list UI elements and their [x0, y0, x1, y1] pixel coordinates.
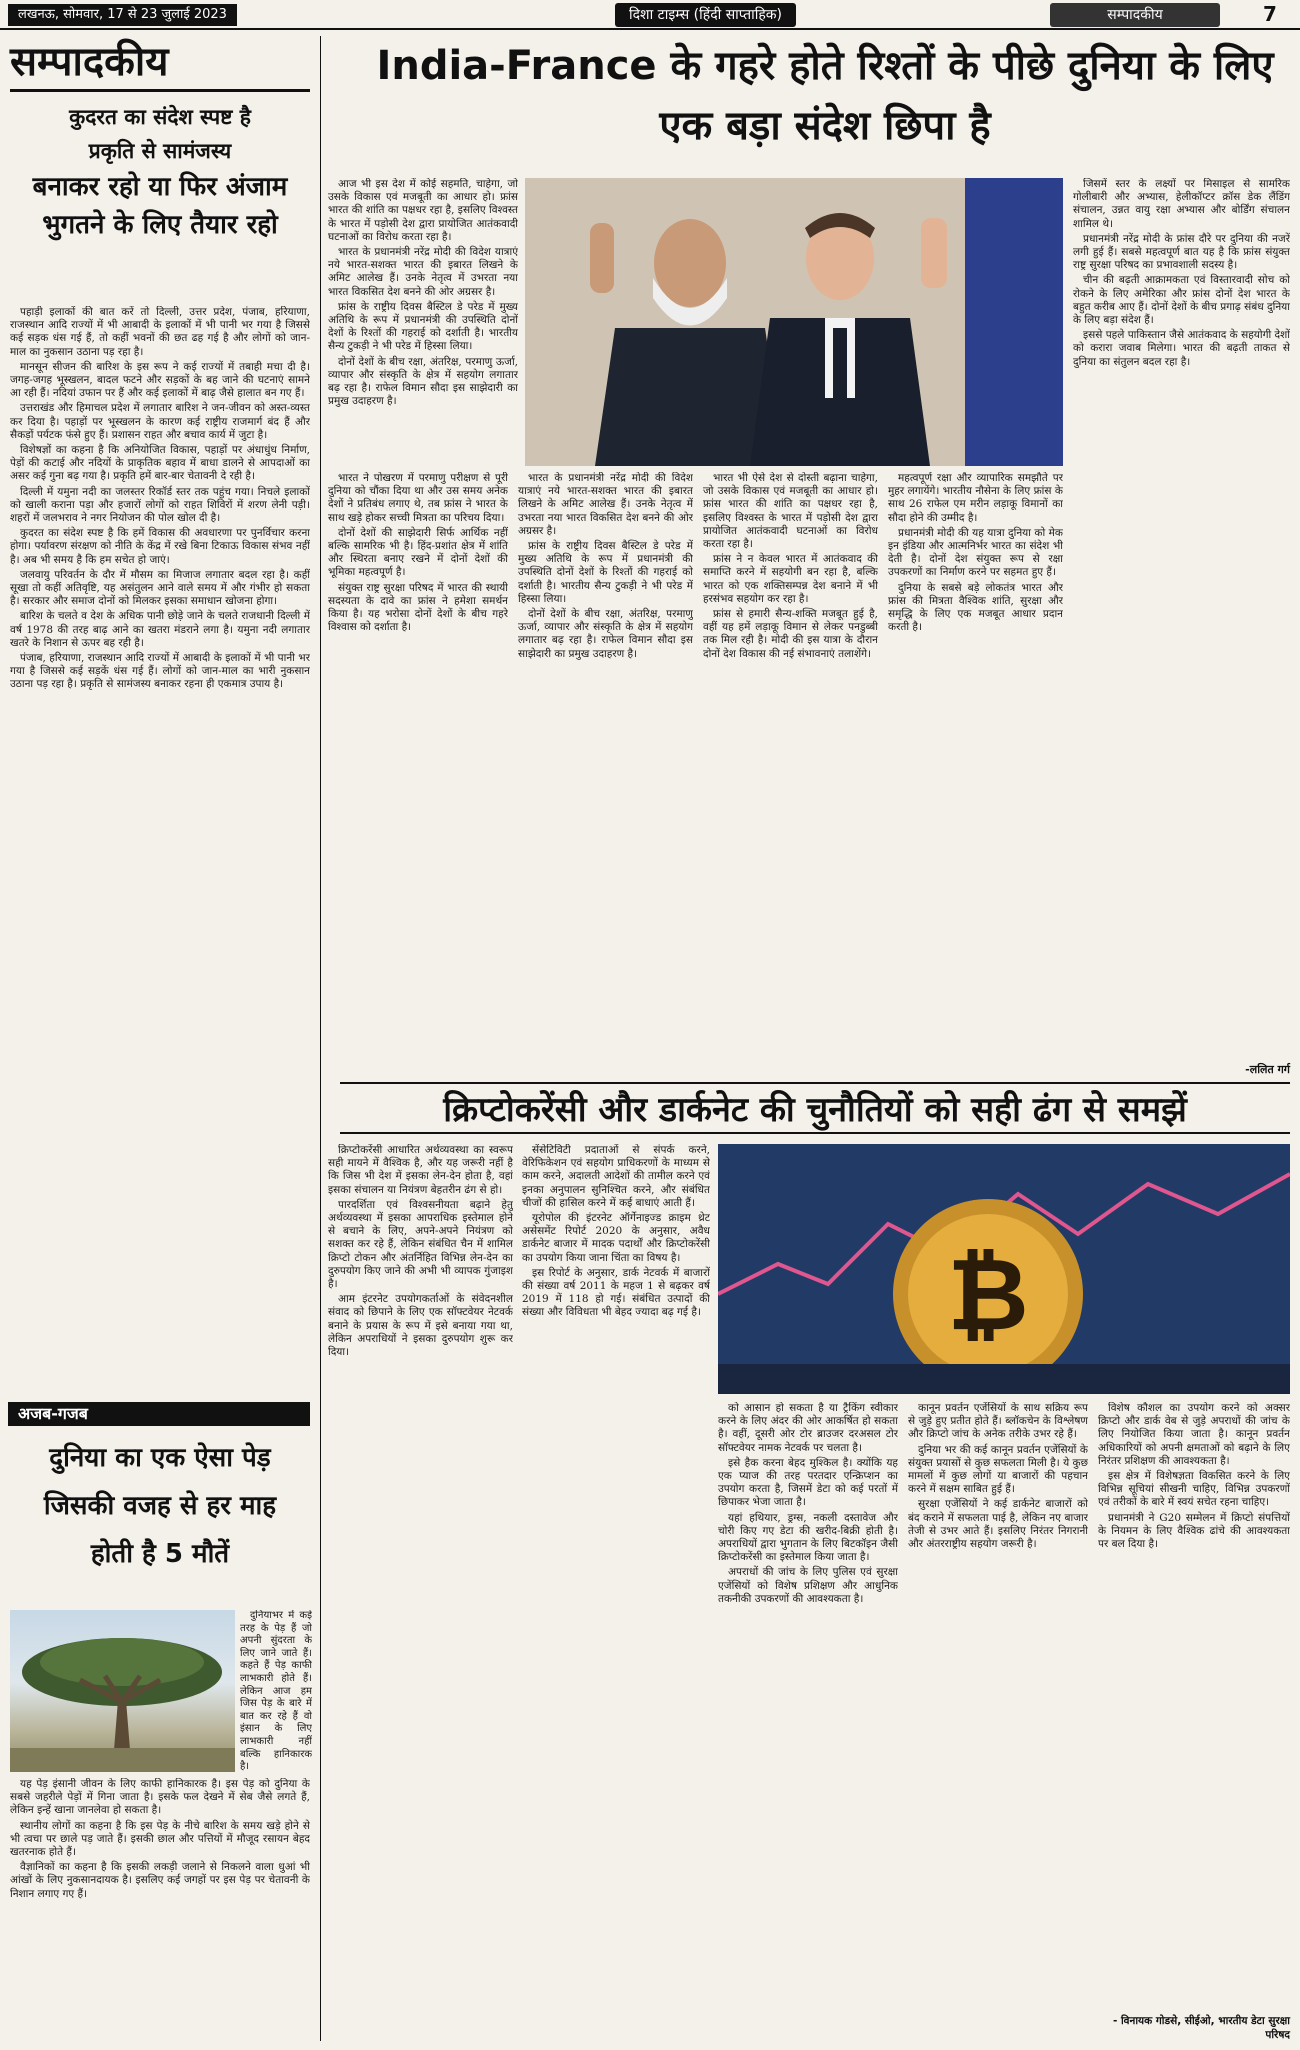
paragraph: दिल्ली में यमुना नदी का जलस्तर रिकॉर्ड स्तर तक पहुंच गया। निचले इलाकों को खाली कराना पड़ा और हजारों लोगों को राहत शिविरों में शरण लेनी पड़ी। शहरों में जलभराव ने नगर नियोजन की पोल खोल दी है।: [10, 485, 310, 525]
paragraph: इस रिपोर्ट के अनुसार, डार्क नेटवर्क में बाजारों की संख्या वर्ष 2011 के महज 1 से बढ़कर वर्ष 2019 में 118 हो गई। संबंधित उत्पादों की संख्या और विविधता भी बेहद ज्यादा बढ़ गई है।: [522, 1266, 710, 1319]
tree-headline-line: होती है 5 मौतें: [90, 1539, 230, 1569]
paragraph: इससे पहले पाकिस्तान जैसे आतंकवाद के सहयोगी देशों को करारा जवाब मिलेगा। भारत की बढ़ती ताकत से दुनिया का संतुलन बदल रहा है।: [1073, 329, 1290, 368]
india-france-col-4: [888, 472, 1063, 1062]
paragraph: अपराधों की जांच के लिए पुलिस एवं सुरक्षा एजेंसियों को विशेष प्रशिक्षण और आधुनिक तकनीकी उपकरणों की आवश्यकता है।: [718, 1566, 898, 1605]
paragraph: भारत के प्रधानमंत्री नरेंद्र मोदी की विदेश यात्राएं नये भारत-सशक्त भारत की इबारत लिखने के अमिट आलेख हैं। उनके नेतृत्व में उभरता नया भारत विकसित देश बनने की ओर अग्रसर है।: [328, 246, 518, 298]
tree-photo: [10, 1610, 235, 1772]
crypto-headline: क्रिप्टोकरेंसी और डार्कनेट की चुनौतियों को सही ढंग से समझें: [340, 1082, 1290, 1134]
editorial-headline-line: प्रकृति से सामंजस्य: [88, 139, 232, 163]
paragraph: कानून प्रवर्तन एजेंसियों के साथ सक्रिय रूप से जुड़े हुए प्रतीत होते हैं। ब्लॉकचेन के विश्लेषण और क्रिप्टो जांच के अनेक तरीके उभर रहे हैं।: [908, 1402, 1088, 1441]
crypto-col-2: [522, 1144, 710, 2042]
paragraph: फ्रांस ने न केवल भारत में आतंकवाद की समाप्ति करने में सहयोगी बन रहा है, बल्कि भारत को एक शक्तिसम्पन्न देश बनाने में भी हरसंभव सहयोग कर रहा है।: [703, 553, 878, 605]
paragraph: प्रधानमंत्री नरेंद्र मोदी के फ्रांस दौरे पर दुनिया की नजरें लगी हुई हैं। सबसे महत्वपूर्ण बात यह है कि फ्रांस संयुक्त राष्ट्र सुरक्षा परिषद का प्रभावशाली सदस्य है।: [1073, 232, 1290, 272]
paragraph: यहां हथियार, ड्रग्स, नकली दस्तावेज और चोरी किए गए डेटा की खरीद-बिक्री होती है। अपराधियों द्वारा भुगतान के लिए बिटकॉइन जैसी क्रिप्टोकरेंसी का इस्तेमाल किया जाता है।: [718, 1511, 898, 1564]
svg-text:₿: ₿: [947, 1236, 1029, 1353]
dateline: लखनऊ, सोमवार, 17 से 23 जुलाई 2023: [8, 4, 237, 26]
paragraph: पारदर्शिता एवं विश्वसनीयता बढ़ाने हेतु अर्थव्यवस्था में इसका आपराधिक इस्तेमाल होने से बचाने के लिए, अपने-अपने नियंत्रण को सशक्त कर रहे हैं, लेकिन संबंधित चैन में शामिल क्रिप्टो टोकन और अंतर्निहित विभिन्न लेन-देन का दुरुपयोग किए जाने की अभी भी व्यापक गुंजाइश है।: [328, 1198, 513, 1291]
paragraph: प्रधानमंत्री मोदी की यह यात्रा दुनिया को मेक इन इंडिया और आत्मनिर्भर भारत का संदेश भी देती है। दोनों देश संयुक्त रूप से रक्षा उपकरणों का निर्माण करने पर सहमत हुए हैं।: [888, 526, 1063, 579]
paragraph: संयुक्त राष्ट्र सुरक्षा परिषद में भारत की स्थायी सदस्यता के दावे का फ्रांस ने हमेशा समर्थन किया है। यह भरोसा दोनों देशों के बीच गहरे विश्वास को दर्शाता है।: [328, 581, 508, 634]
paragraph: दुनियाभर में कई तरह के पेड़ हैं जो अपनी सुंदरता के लिए जाने जाते हैं। कहते हैं पेड़ काफी लाभकारी होते हैं। लेकिन आज हम जिस पेड़ के बारे में बात कर रहे हैं वो इंसान के लिए लाभकारी नहीं बल्कि हानिकारक है।: [240, 1610, 312, 1772]
section-tag: सम्पादकीय: [1050, 3, 1220, 27]
india-france-col-3a: [518, 472, 693, 1062]
paragraph: दुनिया के सबसे बड़े लोकतंत्र भारत और फ्रांस की मित्रता वैश्विक शांति, सुरक्षा और समृद्धि के लिए एक मजबूत आधार प्रदान करती है।: [888, 581, 1063, 634]
paragraph: स्थानीय लोगों का कहना है कि इस पेड़ के नीचे बारिश के समय खड़े होने से भी त्वचा पर छाले पड़ जाते हैं। इसकी छाल और पत्तियों में मौजूद रसायन बेहद खतरनाक होते हैं।: [10, 1819, 310, 1859]
editorial-section-title: सम्पादकीय: [10, 36, 310, 92]
tree-headline: [10, 1434, 310, 1604]
crypto-author: - विनायक गोडसे, सीईओ, भारतीय डेटा सुरक्षा परिषद: [1112, 2015, 1290, 2041]
paragraph: उत्तराखंड और हिमाचल प्रदेश में लगातार बारिश ने जन-जीवन को अस्त-व्यस्त कर दिया है। पहाड़ों पर भूस्खलन के कारण कई राष्ट्रीय राजमार्ग बंद हैं और सैकड़ों पर्यटक फंसे हुए हैं। प्रशासन राहत और बचाव कार्य में जुटा है।: [10, 402, 310, 441]
paragraph: पहाड़ी इलाकों की बात करें तो दिल्ली, उत्तर प्रदेश, पंजाब, हरियाणा, राजस्थान आदि राज्यों में भी आबादी के इलाकों में भी पानी भर गया है जिससे कई सड़क धंस गई हैं, तो कहीं भवनों की छत ढह गई है और लोगों को जान-माल का नुकसान उठाना पड़ रहा है।: [10, 306, 310, 358]
dragon-tree-illustration: [10, 1610, 235, 1772]
page-number: 7: [1263, 2, 1277, 26]
paragraph: प्रधानमंत्री ने G20 सम्मेलन में क्रिप्टो संपत्तियों के नियमन के लिए वैश्विक ढांचे की आवश्यकता पर बल दिया है।: [1098, 1511, 1290, 1551]
tree-body: [10, 1778, 310, 2043]
paragraph: चीन की बढ़ती आक्रामकता एवं विस्तारवादी सोच को रोकने के लिए अमेरिका और फ्रांस दोनों देश भारत के बहुत करीब आए हैं। दोनों देशों के बीच प्रगाढ़ संबंध दुनिया के लिए बड़ा संदेश हैं।: [1073, 274, 1290, 327]
india-france-col-1: [328, 178, 518, 466]
crypto-col-3: [718, 1402, 898, 2042]
editorial-headline: [10, 100, 310, 300]
paragraph: फ्रांस के राष्ट्रीय दिवस बैस्टिल डे परेड में मुख्य अतिथि के रूप में प्रधानमंत्री की उपस्थिति दोनों देशों के रिश्तों की गहराई को दर्शाती है। भारतीय सैन्य टुकड़ी ने भी परेड में हिस्सा लिया।: [518, 540, 693, 605]
modi-macron-photo: [525, 178, 1063, 466]
tree-headline-line: दुनिया का एक ऐसा पेड़: [49, 1443, 271, 1473]
masthead-bar: [0, 0, 1300, 30]
paragraph: भारत के प्रधानमंत्री नरेंद्र मोदी की विदेश यात्राएं नये भारत-सशक्त भारत की इबारत लिखने के अमिट आलेख हैं। उनके नेतृत्व में उभरता नया भारत विकसित देश बनने की ओर अग्रसर है।: [518, 472, 693, 537]
column-rule: [320, 36, 321, 2041]
paragraph: भारत भी ऐसे देश से दोस्ती बढ़ाना चाहेगा, जो उसके विकास एवं मजबूती का आधार हो। फ्रांस भारत की शांति का पक्षधर रहा है, इसलिए विश्वस्त के भारत में पड़ोसी देश द्वारा प्रायोजित आतंकवादी घटनाओं का विरोध करता रहा है।: [703, 472, 878, 551]
editorial-headline-line: बनाकर रहो या फिर अंजाम: [32, 172, 288, 202]
paragraph: बारिश के चलते व देश के अधिक पानी छोड़े जाने के चलते राजधानी दिल्ली में वर्ष 1978 की तरह बाढ़ आने का खतरा मंडराने लगा है। यमुना नदी लगातार खतरे के निशान से ऊपर बह रही है।: [10, 610, 310, 649]
tree-body-side: [240, 1610, 312, 1772]
paragraph: दोनों देशों की साझेदारी सिर्फ आर्थिक नहीं बल्कि सामरिक भी है। हिंद-प्रशांत क्षेत्र में शांति और स्थिरता बनाए रखने में दोनों देशों की भूमिका महत्वपूर्ण है।: [328, 526, 508, 579]
tree-headline-line: जिसकी वजह से हर माह: [43, 1491, 277, 1521]
bitcoin-photo: [718, 1144, 1290, 1394]
paragraph: फ्रांस से हमारी सैन्य-शक्ति मजबूत हुई है, वहीं यह हमें लड़ाकू विमान से लेकर पनडुब्बी तक मिल रही है। मोदी की इस यात्रा के दौरान दोनों देश विकास की नई संभावनाएं तलाशेंगे।: [703, 608, 878, 660]
paragraph: कुदरत का संदेश स्पष्ट है कि हमें विकास की अवधारणा पर पुनर्विचार करना होगा। पर्यावरण संरक्षण को नीति के केंद्र में रखे बिना टिकाऊ विकास संभव नहीं है। अब भी समय है कि हम सचेत हो जाएं।: [10, 527, 310, 566]
crypto-col-4: [908, 1402, 1088, 2042]
paragraph: यह पेड़ इंसानी जीवन के लिए काफी हानिकारक है। इस पेड़ को दुनिया के सबसे जहरीले पेड़ों में गिना जाता है। इसके फल देखने में सेब जैसे लगते हैं, लेकिन इन्हें खाना जानलेवा हो सकता है।: [10, 1778, 310, 1817]
india-france-col-2: [328, 472, 508, 1062]
paragraph: फ्रांस के राष्ट्रीय दिवस बैस्टिल डे परेड में मुख्य अतिथि के रूप में प्रधानमंत्री की उपस्थिति दोनों देशों के रिश्तों की गहराई को दर्शाती है। भारतीय सैन्य टुकड़ी ने भी परेड में हिस्सा लिया।: [328, 300, 518, 353]
paragraph: मानसून सीजन की बारिश के इस रूप ने कई राज्यों में तबाही मचा दी है। जगह-जगह भूस्खलन, बादल फटने और सड़कों के बह जाने की घटनाएं सामने आ रही हैं। नदियां उफान पर हैं और कई इलाकों में बाढ़ जैसे हालात बन गए हैं।: [10, 360, 310, 400]
paragraph: विशेषज्ञों का कहना है कि अनियोजित विकास, पहाड़ों पर अंधाधुंध निर्माण, पेड़ों की कटाई और नदियों के प्राकृतिक बहाव में बाधा डालने से आपदाओं का असर कई गुना बढ़ गया है। प्रकृति हमें बार-बार चेतावनी दे रही है।: [10, 444, 310, 483]
editorial-headline-line: भुगतने के लिए तैयार रहो: [42, 210, 278, 240]
crypto-col-5: [1098, 1402, 1290, 2012]
paragraph: सेंसेटिविटी प्रदाताओं से संपर्क करने, वेरिफिकेशन एवं सहयोग प्राधिकरणों के माध्यम से काम करने, अदालती आदेशों की तामील करने एवं इनका अनुपालन सुनिश्चित करने, और संबंधित चीजों की हासिल करने में कई बाधाएं आती हैं।: [522, 1144, 710, 1209]
paragraph: यूरोपोल की इंटरनेट ऑर्गेनाइज्ड क्राइम थ्रेट असेसमेंट रिपोर्ट 2020 के अनुसार, अवैध डार्कनेट बाजार में मादक पदार्थों और क्रिप्टोकरेंसी का उपयोग किया जाना चिंता का विषय है।: [522, 1212, 710, 1264]
paragraph: दुनिया भर की कई कानून प्रवर्तन एजेंसियों के संयुक्त प्रयासों से कुछ सफलता मिली है। ये कुछ मामलों में कुछ लोगों या बाजारों की पहचान करने में सक्षम साबित हुई हैं।: [908, 1443, 1088, 1496]
paragraph: पंजाब, हरियाणा, राजस्थान आदि राज्यों में आबादी के इलाकों में भी पानी भर गया है जिससे कई सड़कें धंस गई हैं। लोगों को जान-माल का भारी नुकसान उठाना पड़ रहा है। प्रकृति से सामंजस्य बनाकर रहना ही एकमात्र उपाय है।: [10, 652, 310, 691]
bitcoin-illustration: [718, 1144, 1290, 1394]
paragraph: आज भी इस देश में कोई सहमति, चाहेगा, जो उसके विकास एवं मजबूती का आधार हो। फ्रांस भारत की शांति का पक्षधर रहा है, इसलिए विश्वस्त के भारत में पड़ोसी देश द्वारा प्रायोजित आतंकवादी घटनाओं का विरोध करता रहा है।: [328, 178, 518, 243]
paragraph: आम इंटरनेट उपयोगकर्ताओं के संवेदनशील संवाद को छिपाने के लिए एक सॉफ्टवेयर नेटवर्क बनाने के प्रयास के रूप में इसे बनाया गया था, लेकिन अपराधियों ने इसका दुरुपयोग शुरू कर दिया।: [328, 1293, 513, 1359]
india-france-col-5: [1073, 178, 1290, 1058]
india-france-col-3: [703, 472, 878, 1062]
paragraph: महत्वपूर्ण रक्षा और व्यापारिक समझौते पर मुहर लगायेंगे। भारतीय नौसेना के लिए फ्रांस के साथ 26 राफेल एम मरीन लड़ाकू विमानों का सौदा होने की उम्मीद है।: [888, 472, 1063, 524]
paragraph: जिसमें स्तर के लक्ष्यों पर मिसाइल से सामरिक गोलीबारी और अभ्यास, हेलीकॉप्टर क्रॉस डेक लैंडिंग संचालन, उन्नत वायु रक्षा अभ्यास और बोर्डिंग संचालन शामिल थे।: [1073, 178, 1290, 230]
ajab-gajab-label: अजब-गजब: [8, 1402, 310, 1426]
india-france-headline: India-France के गहरे होते रिश्तों के पीछे दुनिया के लिए एक बड़ा संदेश छिपा है: [376, 43, 1274, 149]
paragraph: भारत ने पोखरण में परमाणु परीक्षण से पूरी दुनिया को चौंका दिया था और उस समय अनेक देशों ने प्रतिबंध लगाए थे, तब फ्रांस ने भारत के साथ खड़े होकर सच्ची मित्रता का परिचय दिया।: [328, 472, 508, 524]
newspaper-name: दिशा टाइम्स (हिंदी साप्ताहिक): [615, 3, 796, 27]
paragraph: इसे हैक करना बेहद मुश्किल है। क्योंकि यह एक प्याज की तरह परतदार एन्क्रिप्शन का उपयोग करता है, जिसमें डेटा को कई परतों में छिपाकर भेजा जाता है।: [718, 1456, 898, 1509]
paragraph: सुरक्षा एजेंसियों ने कई डार्कनेट बाजारों को बंद कराने में सफलता पाई है, लेकिन नए बाजार तेजी से उभर आते हैं। इसलिए निरंतर निगरानी और अंतरराष्ट्रीय सहयोग जरूरी है।: [908, 1498, 1088, 1551]
india-france-author: -ललित गर्ग: [1245, 1063, 1290, 1076]
paragraph: क्रिप्टोकरेंसी आधारित अर्थव्यवस्था का स्वरूप सही मायने में वैश्विक है, और यह जरूरी नहीं है कि जिस भी देश में इसका लेन-देन होता है, वहां इसका संचालन या नियंत्रण बेहतरीन ढंग से हो।: [328, 1144, 513, 1196]
paragraph: जलवायु परिवर्तन के दौर में मौसम का मिजाज लगातार बदल रहा है। कहीं सूखा तो कहीं अतिवृष्टि, यह असंतुलन आने वाले समय में और गंभीर हो सकता है। सरकार और समाज दोनों को मिलकर इसका समाधान खोजना होगा।: [10, 568, 310, 608]
paragraph: दोनों देशों के बीच रक्षा, अंतरिक्ष, परमाणु ऊर्जा, व्यापार और संस्कृति के क्षेत्र में सहयोग लगातार बढ़ रहा है। राफेल विमान सौदा इस साझेदारी का प्रमुख उदाहरण है।: [328, 355, 518, 408]
paragraph: विशेष कौशल का उपयोग करने को अक्सर क्रिप्टो और डार्क वेब से जुड़े अपराधों की जांच के लिए नियोजित किया जाता है। कानून प्रवर्तन अधिकारियों को अपनी क्षमताओं को बढ़ाने के लिए निरंतर प्रशिक्षण की आवश्यकता है।: [1098, 1402, 1290, 1467]
paragraph: दोनों देशों के बीच रक्षा, अंतरिक्ष, परमाणु ऊर्जा, व्यापार और संस्कृति के क्षेत्र में सहयोग लगातार बढ़ रहा है। राफेल विमान सौदा इस साझेदारी का प्रमुख उदाहरण है।: [518, 608, 693, 660]
leaders-waving-illustration: [525, 178, 1063, 466]
paragraph: को आसान हो सकता है या ट्रैकिंग स्वीकार करने के लिए अंदर की ओर आकर्षित हो सकता है। वहीं, दूसरी ओर टोर ब्राउजर दरअसल टोर सॉफ्टवेयर नामक नेटवर्क पर चलता है।: [718, 1402, 898, 1454]
paragraph: वैज्ञानिकों का कहना है कि इसकी लकड़ी जलाने से निकलने वाला धुआं भी आंखों के लिए नुकसानदायक है। इसलिए कई जगहों पर इस पेड़ पर चेतावनी के निशान लगाए गए हैं।: [10, 1861, 310, 1900]
paragraph: इस क्षेत्र में विशेषज्ञता विकसित करने के लिए विभिन्न सूचियां सीखनी चाहिए, विभिन्न उपकरणों एवं तरीकों के बारे में स्वयं सचेत रहना चाहिए।: [1098, 1470, 1290, 1509]
editorial-body: [10, 306, 310, 1396]
crypto-col-1: [328, 1144, 513, 2042]
editorial-headline-line: कुदरत का संदेश स्पष्ट है: [69, 105, 251, 129]
